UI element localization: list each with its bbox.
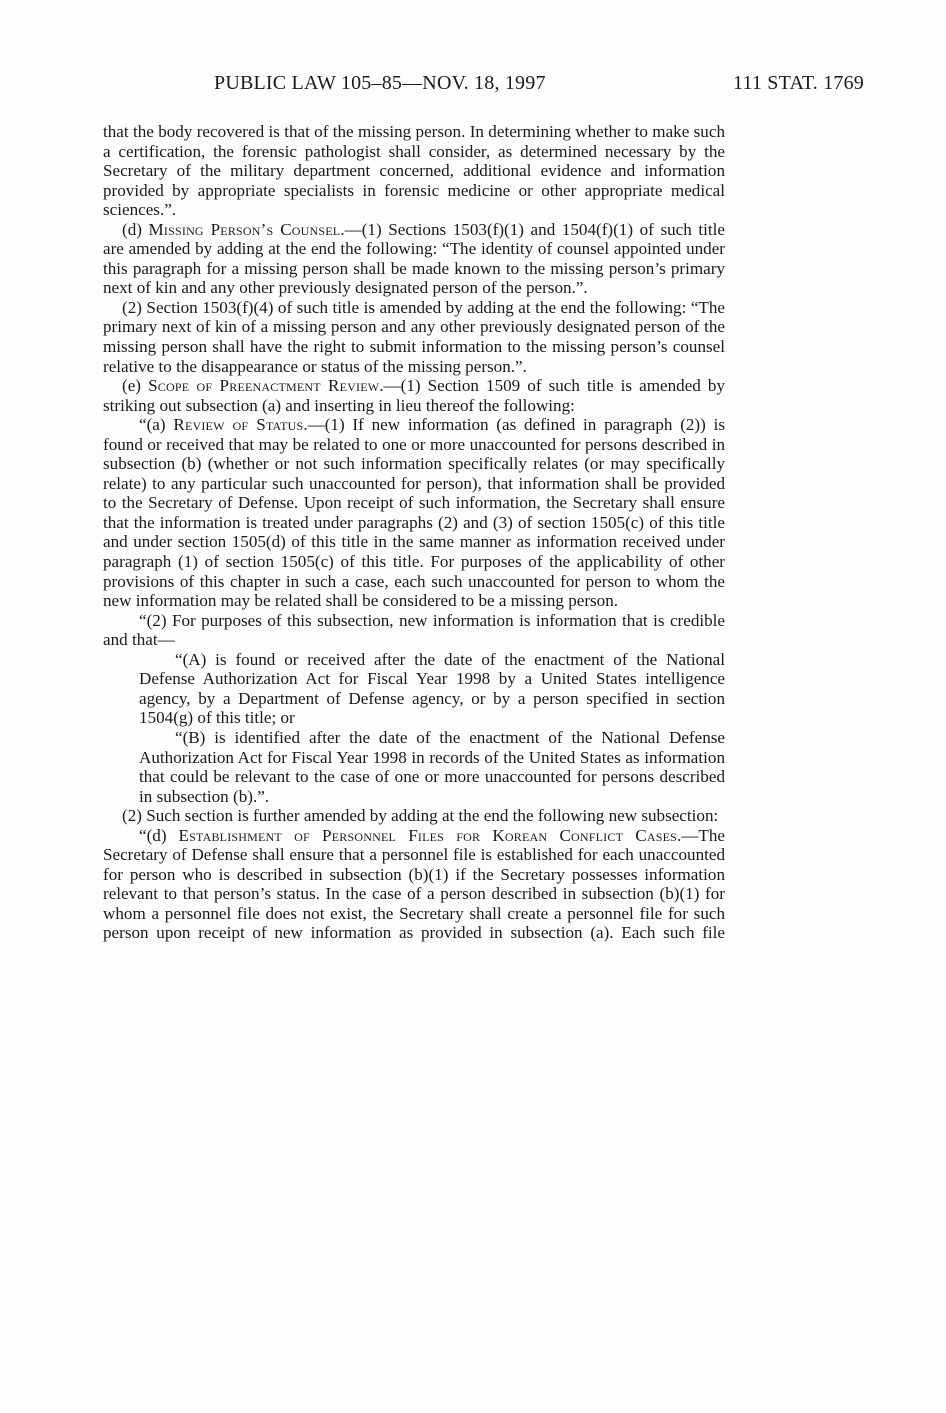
- section-heading: Scope of Preenactment Review: [148, 376, 380, 396]
- body-text: [103, 122, 725, 943]
- paragraph-text: .—(1) Section 1509 of such title is amended by striking out subsection (a) and inserting in lieu thereof the following:: [103, 376, 726, 415]
- header-citation: PUBLIC LAW 105–85—NOV. 18, 1997: [214, 72, 546, 94]
- paragraph-d2: [103, 298, 725, 376]
- paragraph-text: “(2) For purposes of this subsection, new information is information that is credible and that—: [103, 610, 725, 650]
- paragraph-continued: [103, 122, 725, 220]
- paragraph-e-scope-of-preenactment-review: [103, 376, 725, 415]
- paragraph-text: .—(1) If new information (as defined in paragraph (2)) is found or received that may be related to one or more unaccounted for persons described in subsection (b) (whether or not such information specifically relates (or may specifically relate) to any particular such unaccounted for person), that information shall be provided to the Secretary of Defense. Upon receipt of such information, the Secretary shall ensure that the information is treated under paragraphs (2) and (3) of section 1505(c) of this title and under section 1505(d) of this title in the same manner as information received under paragraph (1) of section 1505(c) of this title. For purposes of the applicability of other provisions of this chapter in such a case, each such unaccounted for person to whom the new information may be related shall be considered to be a missing person.: [103, 415, 725, 611]
- paragraph-text: “(A) is found or received after the date of the enactment of the National Defense Authorization Act for Fiscal Year 1998 by a United States intelligence agency, by a Department of Defense agency, or by a person specified in section 1504(g) of this title; or: [139, 649, 725, 728]
- running-header: [214, 72, 864, 102]
- section-heading: Missing Person’s Counsel: [148, 219, 341, 239]
- paragraph-text: (2) Section 1503(f)(4) of such title is amended by adding at the end the following: “The primary next of kin of a missing person and any other previously designated person of the missing person shall have the right to submit information to the missing person’s counsel relative to the disappearance or status of the missing person.”.: [103, 297, 725, 376]
- paragraph-text: “(B) is identified after the date of the enactment of the National Defense Authorization Act for Fiscal Year 1998 in records of the United States as information that could be relevant to the case of one or more unaccounted for persons described in subsection (b).”.: [139, 727, 725, 806]
- subparagraph-B: [103, 728, 725, 806]
- paragraph-a-review-of-status: [103, 415, 725, 610]
- header-statute-page: 111 STAT. 1769: [732, 72, 864, 94]
- paragraph-lead: “(d): [139, 825, 179, 845]
- paragraph-lead: (d): [122, 219, 149, 239]
- paragraph-text: .—(1) Sections 1503(f)(1) and 1504(f)(1) of such title are amended by adding at the end the following: “The identity of counsel appointed under this paragraph for a missing person shall be made known to the missing person’s primary next of kin and any other previously designated person of the person.”.: [103, 219, 725, 298]
- paragraph-e2: [103, 806, 725, 826]
- paragraph-d-establishment-of-personnel-files: [103, 826, 725, 943]
- paragraph-text: .—The Secretary of Defense shall ensure that a personnel file is established for each unaccounted for person who is described in subsection (b)(1) if the Secretary possesses information relevant to that person’s status. In the case of a person described in subsection (b)(1) for whom a personnel file does not exist, the Secretary shall create a personnel file for such person upon receipt of new information as provided in subsection (a). Each such file: [103, 825, 725, 943]
- paragraph-a2-new-information: [103, 611, 725, 650]
- section-heading: Review of Status: [173, 415, 304, 435]
- paragraph-text: (2) Such section is further amended by adding at the end the following new subsection:: [122, 806, 719, 826]
- section-heading: Establishment of Personnel Files for Korean Conflict Cases: [178, 825, 678, 845]
- paragraph-lead: “(a): [139, 415, 174, 435]
- subparagraph-A: [103, 650, 725, 728]
- paragraph-text: that the body recovered is that of the missing person. In determining whether to make such a certification, the forensic pathologist shall consider, as determined necessary by the Secretary of the military department concerned, additional evidence and information provided by appropriate specialists in forensic medicine or other appropriate medical sciences.”.: [103, 122, 725, 220]
- paragraph-d-missing-persons-counsel: [103, 220, 725, 298]
- paragraph-lead: (e): [122, 376, 149, 396]
